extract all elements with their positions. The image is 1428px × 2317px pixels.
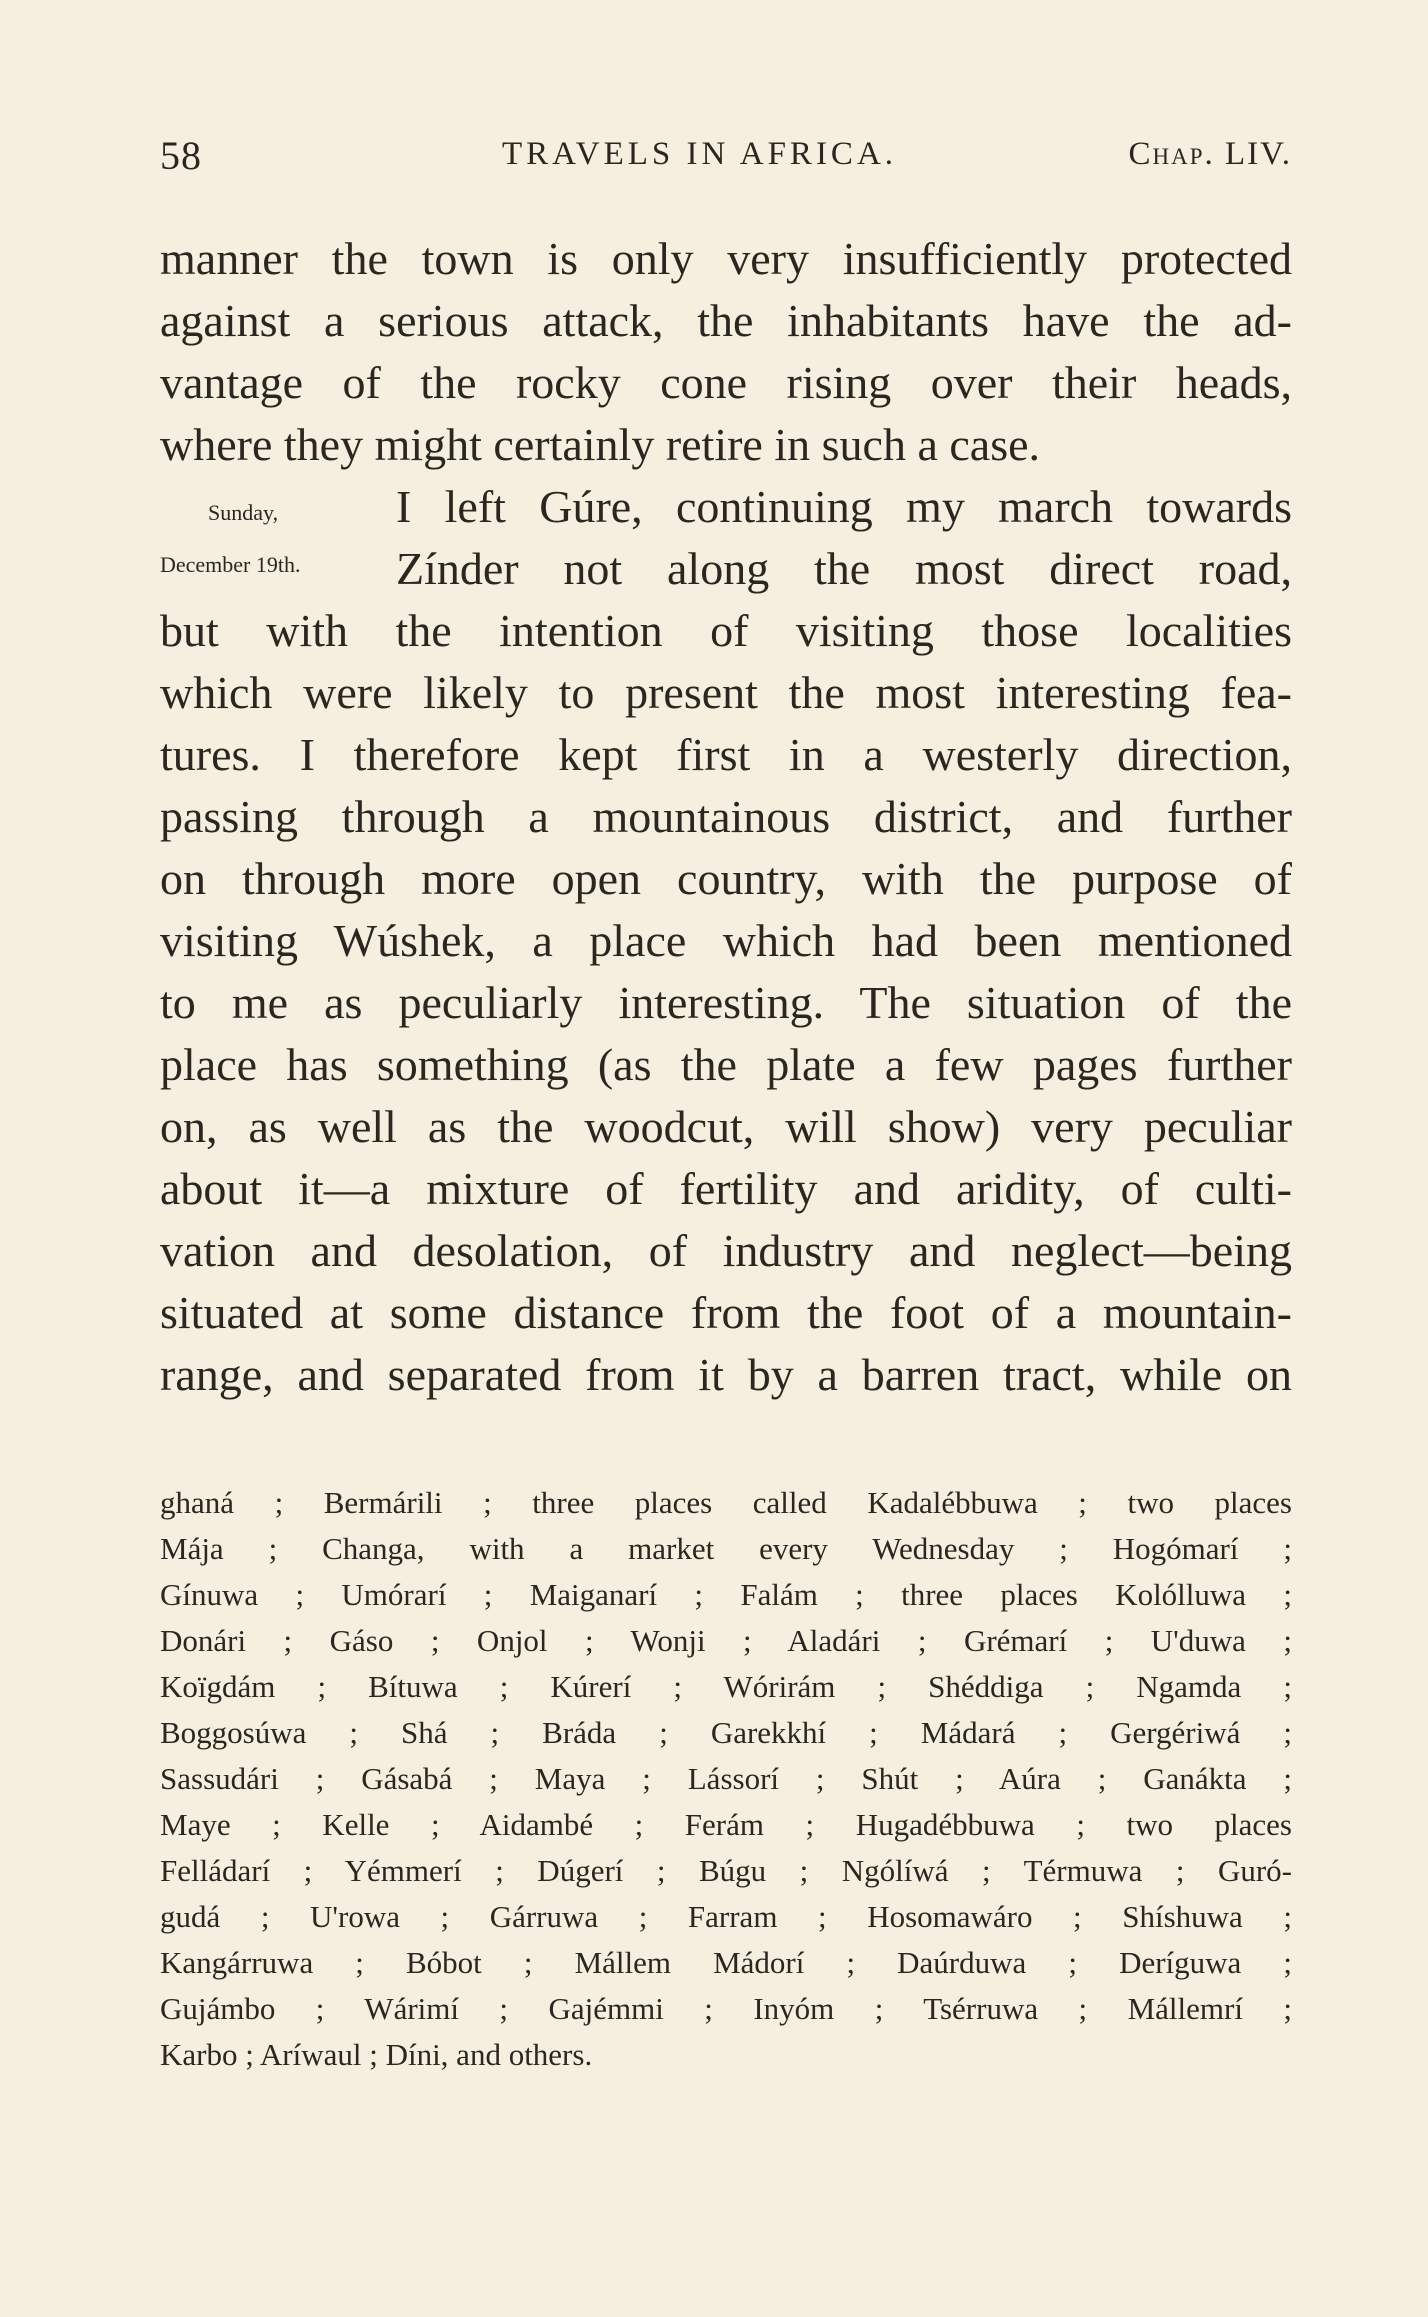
footnote-line: Mája ; Changa, with a market every Wednesday ; Hogómarí ;: [160, 1531, 1292, 1566]
running-title: TRAVELS IN AFRICA.: [502, 136, 898, 172]
text-line: passing through a mountainous district, and further: [160, 791, 1292, 842]
footnote-line: Felládarí ; Yémmerí ; Dúgerí ; Búgu ; Ngólíwá ; Térmuwa ; Guró-: [160, 1853, 1292, 1888]
text-line-with-margin-note: [160, 476, 1292, 538]
margin-note-date: December 19th.: [160, 552, 301, 577]
footnote-line: Gínuwa ; Umórarí ; Maiganarí ; Falám ; three places Kolólluwa ;: [160, 1577, 1292, 1612]
text-line: but with the intention of visiting those localities: [160, 605, 1292, 656]
footnote-line: Gujámbo ; Wárimí ; Gajémmi ; Inyóm ; Tsérruwa ; Mállemrí ;: [160, 1991, 1292, 2026]
footnote-line: Koïgdám ; Bítuwa ; Kúrerí ; Wórirám ; Shéddiga ; Ngamda ;: [160, 1669, 1292, 1704]
page-header: [160, 132, 1292, 192]
text-line: manner the town is only very insufficiently protected: [160, 233, 1292, 284]
text-line: situated at some distance from the foot of a mountain-: [160, 1287, 1292, 1338]
text-line: on through more open country, with the purpose of: [160, 853, 1292, 904]
margin-note-day: Sunday,: [208, 500, 279, 525]
footnote-line: Maye ; Kelle ; Aidambé ; Ferám ; Hugadébbuwa ; two places: [160, 1807, 1292, 1842]
text-line: visiting Wúshek, a place which had been mentioned: [160, 915, 1292, 966]
main-text: [160, 228, 1292, 1406]
text-line: about it—a mixture of fertility and aridity, of culti-: [160, 1163, 1292, 1214]
chapter-label: Chap. LIV.: [1128, 136, 1292, 172]
text-line: against a serious attack, the inhabitants have the ad-: [160, 295, 1292, 346]
text-line: vation and desolation, of industry and neglect—being: [160, 1225, 1292, 1276]
text-line: tures. I therefore kept first in a westerly direction,: [160, 729, 1292, 780]
text-line: place has something (as the plate a few pages further: [160, 1039, 1292, 1090]
text-line: on, as well as the woodcut, will show) very peculiar: [160, 1101, 1292, 1152]
text-line: Zínder not along the most direct road,: [396, 543, 1292, 594]
text-line: where they might certainly retire in such a case.: [160, 419, 1041, 470]
text-line: to me as peculiarly interesting. The situation of the: [160, 977, 1292, 1028]
footnote-line: gudá ; U'rowa ; Gárruwa ; Farram ; Hosomawáro ; Shíshuwa ;: [160, 1899, 1292, 1934]
footnote-line: ghaná ; Bermárili ; three places called Kadalébbuwa ; two places: [160, 1485, 1292, 1520]
footnote-line: Kangárruwa ; Bóbot ; Mállem Mádorí ; Daúrduwa ; Deríguwa ;: [160, 1945, 1292, 1980]
text-line-with-margin-note: [160, 538, 1292, 600]
text-line: vantage of the rocky cone rising over their heads,: [160, 357, 1292, 408]
footnote-line: Sassudári ; Gásabá ; Maya ; Lássorí ; Shút ; Aúra ; Ganákta ;: [160, 1761, 1292, 1796]
footnote-line: Donári ; Gáso ; Onjol ; Wonji ; Aladári ; Grémarí ; U'duwa ;: [160, 1623, 1292, 1658]
footnote: [160, 1480, 1292, 2078]
text-line: which were likely to present the most interesting fea-: [160, 667, 1292, 718]
footnote-line: Karbo ; Aríwaul ; Díni, and others.: [160, 2037, 593, 2072]
text-line: range, and separated from it by a barren tract, while on: [160, 1349, 1292, 1400]
footnote-line: Boggosúwa ; Shá ; Bráda ; Garekkhí ; Mádará ; Gergériwá ;: [160, 1715, 1292, 1750]
text-line: I left Gúre, continuing my march towards: [396, 481, 1292, 532]
page-number: 58: [160, 133, 202, 178]
